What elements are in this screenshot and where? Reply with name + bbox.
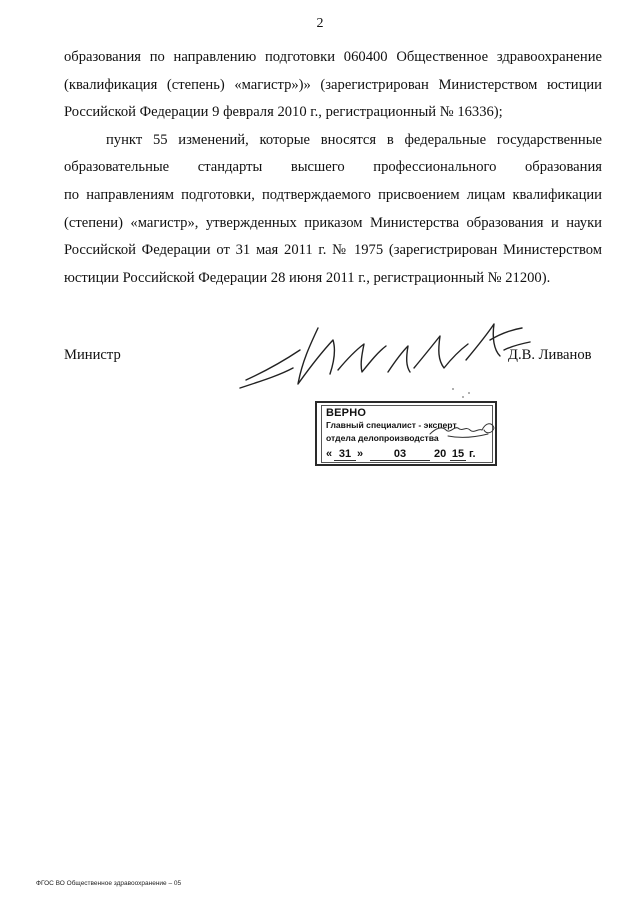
stamp-date-open-quote: « <box>326 448 333 460</box>
paragraph2-line4: (степени) «магистр», утвержденных приказом Министерства образования и науки <box>64 214 602 231</box>
stamp-date-day: 31 <box>334 448 356 461</box>
handwritten-signature <box>238 310 538 395</box>
document-body <box>64 44 602 292</box>
paragraph2-line2: образовательные стандарты высшего профессионального образования <box>64 159 602 176</box>
paragraph1-line3: Российской Федерации 9 февраля 2010 г., регистрационный № 16336); <box>64 104 503 121</box>
stamp-date-year-suffix: 15 <box>451 448 465 460</box>
footer-caption: ФГОС ВО Общественное здравоохранение – 05 <box>36 880 182 887</box>
page-number: 2 <box>316 16 324 31</box>
stamp-position: Главный специалист - эксперт <box>326 420 457 430</box>
paragraph2-line3: по направлениям подготовки, подтверждаемого присвоением лицам квалификации <box>64 186 602 203</box>
paragraph1-line1: образования по направлению подготовки 060400 Общественное здравоохранение <box>64 49 602 65</box>
stamp-date-close-quote: » <box>357 448 364 460</box>
stamp-department: отдела делопроизводства <box>326 433 439 443</box>
stamp-date-year-prefix: 20 <box>434 448 447 460</box>
signatory-name: Д.В. Ливанов <box>508 347 592 363</box>
stamp-date-year-mark: г. <box>469 448 476 460</box>
paragraph2-line5: Российской Федерации от 31 мая 2011 г. № 1975 (зарегистрирован Министерством <box>64 242 602 259</box>
paragraph2-line1: пункт 55 изменений, которые вносятся в федеральные государственные <box>106 131 602 148</box>
stamp-title: ВЕРНО <box>326 407 367 419</box>
paragraph1-line2: (квалификация (степень) «магистр»)» (зарегистрирован Министерством юстиции <box>64 76 602 93</box>
stamp-date-month: 03 <box>370 448 430 461</box>
signatory-title: Министр <box>64 347 121 363</box>
stamp-handwritten-initials <box>428 418 500 440</box>
paragraph2-line6: юстиции Российской Федерации 28 июня 2011 г., регистрационный № 21200). <box>64 269 551 286</box>
